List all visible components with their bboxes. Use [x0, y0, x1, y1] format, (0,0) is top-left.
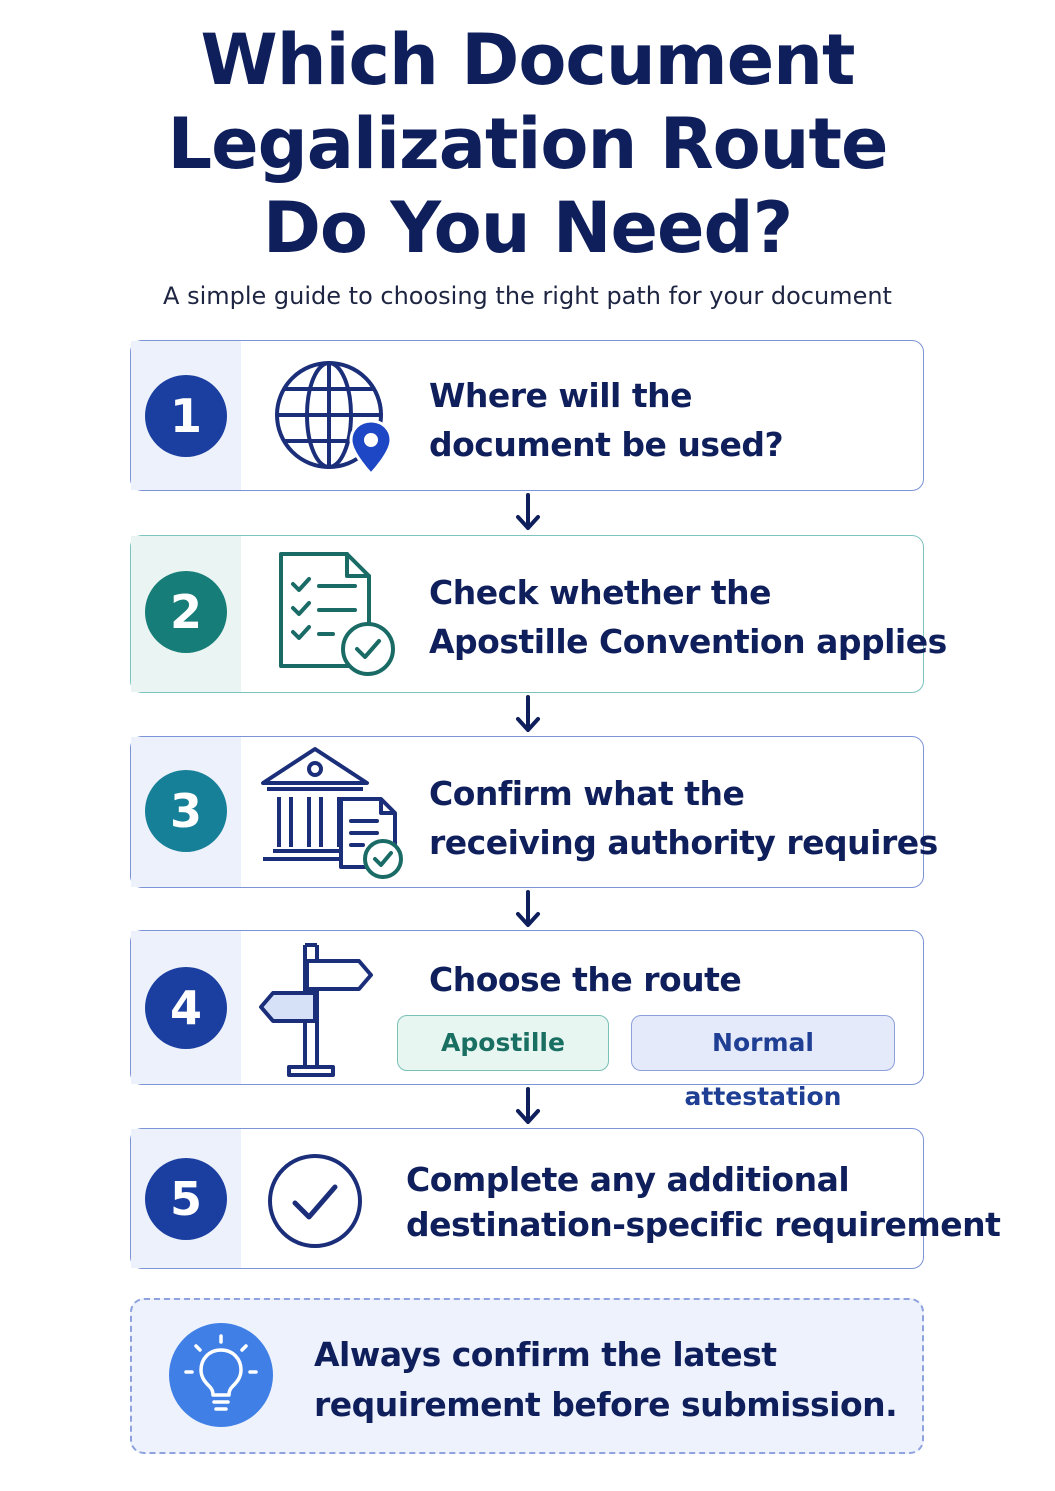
- normal-attestation-option-button[interactable]: Normal attestation: [631, 1015, 895, 1071]
- step-number-badge: 4: [145, 967, 227, 1049]
- step-number-badge: 2: [145, 571, 227, 653]
- step-line-2: destination-specific requirement: [406, 1205, 1001, 1244]
- page-title: [0, 18, 1055, 270]
- step-heading: Choose the route: [429, 960, 742, 999]
- step-number-badge: 1: [145, 375, 227, 457]
- step-card-4: [130, 930, 924, 1111]
- step-card-2: [130, 535, 947, 693]
- step-text: [429, 568, 947, 666]
- step-text: [406, 1157, 1000, 1247]
- signpost-icon: [259, 941, 379, 1077]
- step-card-1: [130, 340, 924, 491]
- tip-text: [314, 1330, 897, 1430]
- title-line-3: Do You Need?: [262, 187, 793, 269]
- government-building-document-icon: [259, 743, 407, 883]
- arrow-down-icon: [513, 491, 543, 533]
- step-number-badge: 5: [145, 1158, 227, 1240]
- globe-location-icon: [271, 359, 401, 479]
- tip-line-2: requirement before submission.: [314, 1385, 898, 1424]
- arrow-down-icon: [513, 1085, 543, 1127]
- step-text: [429, 371, 783, 469]
- tip-callout: [130, 1298, 924, 1454]
- tip-line-1: Always confirm the latest: [314, 1335, 777, 1374]
- step-line-1: Where will the: [429, 376, 692, 415]
- arrow-down-icon: [513, 693, 543, 735]
- page-subtitle: A simple guide to choosing the right path for your document: [163, 282, 892, 310]
- title-line-1: Which Document: [200, 19, 855, 101]
- step-text: [429, 769, 938, 867]
- step-card-3: [130, 736, 938, 888]
- step-line-2: document be used?: [429, 425, 784, 464]
- checklist-document-icon: [271, 550, 401, 680]
- step-line-2: Apostille Convention applies: [429, 622, 947, 661]
- lightbulb-icon: [168, 1322, 274, 1428]
- step-card-5: [130, 1128, 1001, 1269]
- step-line-2: receiving authority requires: [429, 823, 938, 862]
- step-line-1: Complete any additional: [406, 1160, 850, 1199]
- title-line-2: Legalization Route: [167, 103, 888, 185]
- step-line-1: Confirm what the: [429, 774, 745, 813]
- step-line-1: Check whether the: [429, 573, 772, 612]
- step-number-badge: 3: [145, 770, 227, 852]
- checkmark-circle-icon: [265, 1151, 365, 1251]
- apostille-option-button[interactable]: Apostille: [397, 1015, 609, 1071]
- arrow-down-icon: [513, 888, 543, 930]
